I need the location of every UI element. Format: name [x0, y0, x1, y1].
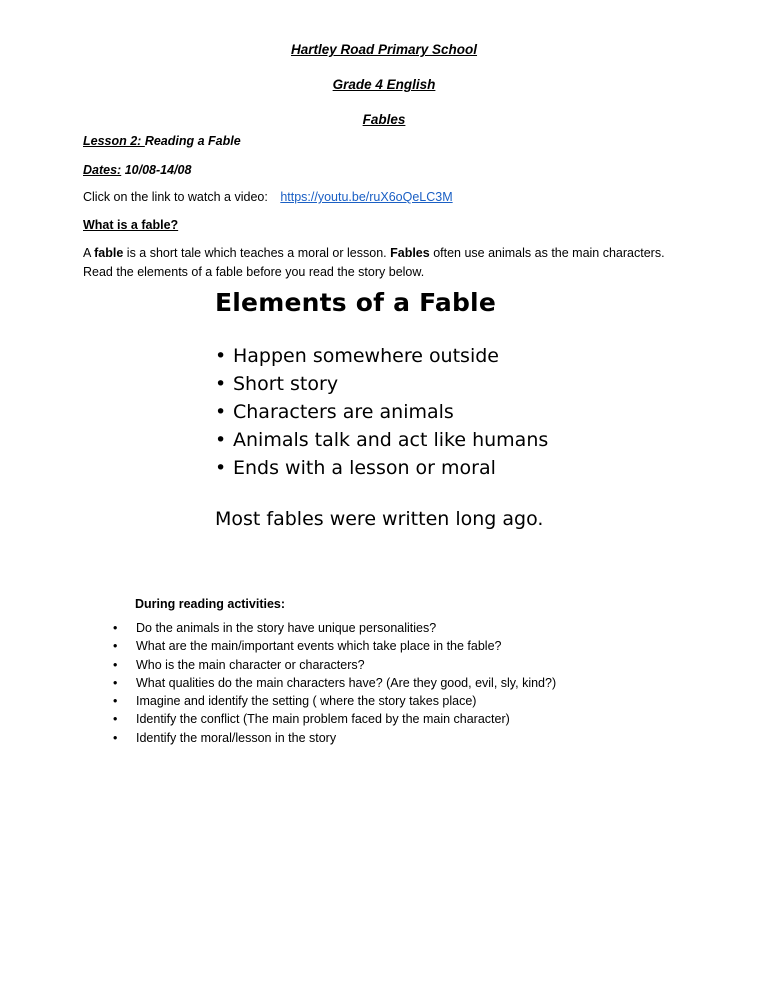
- bullet-icon: •: [113, 694, 118, 709]
- figure-list: [215, 342, 548, 482]
- bullet-icon: •: [113, 639, 118, 654]
- bullet-icon: •: [113, 675, 118, 690]
- figure-item: • Short story: [215, 370, 548, 398]
- list-item: [113, 619, 556, 637]
- figure-item: • Characters are animals: [215, 398, 548, 426]
- activities-list: [113, 619, 556, 747]
- text: is a short tale which teaches a moral or lesson.: [123, 246, 391, 260]
- video-line: [83, 190, 453, 204]
- video-prompt: Click on the link to watch a video:: [83, 190, 268, 204]
- bold-term: Fables: [390, 246, 430, 260]
- figure-title: Elements of a Fable: [215, 288, 496, 317]
- bullet-icon: •: [113, 712, 118, 727]
- grade-title: Grade 4 English: [332, 77, 436, 92]
- video-link[interactable]: https://youtu.be/ruX6oQeLC3M: [280, 190, 453, 204]
- lesson-title: Reading a Fable: [144, 134, 241, 148]
- figure-note: Most fables were written long ago.: [215, 508, 544, 530]
- intro-paragraph: [83, 244, 693, 282]
- bullet-icon: •: [113, 730, 118, 745]
- figure-item: • Ends with a lesson or moral: [215, 454, 548, 482]
- text: often use animals as the main characters. Read the elements of a fable before you read the story below.: [83, 246, 665, 279]
- bullet-icon: •: [113, 621, 118, 635]
- list-item-text: Imagine and identify the setting ( where the story takes place): [136, 694, 477, 709]
- elements-of-fable-image: [205, 280, 549, 545]
- bullet-icon: •: [113, 657, 118, 672]
- lesson-label: Lesson 2:: [83, 134, 145, 148]
- list-item: [113, 710, 556, 728]
- bold-term: fable: [94, 246, 124, 260]
- list-item-text: What are the main/important events which take place in the fable?: [136, 639, 502, 654]
- figure-item: • Animals talk and act like humans: [215, 426, 548, 454]
- subject-title: Fables: [362, 112, 406, 127]
- school-title: Hartley Road Primary School: [290, 42, 478, 57]
- text: A: [83, 246, 95, 260]
- list-item-text: Who is the main character or characters?: [136, 657, 365, 672]
- list-item: [113, 637, 556, 655]
- list-item: [113, 729, 556, 747]
- figure-item: • Happen somewhere outside: [215, 342, 548, 370]
- dates-line: [83, 163, 191, 177]
- list-item: [113, 674, 556, 692]
- list-item-text: Do the animals in the story have unique personalities?: [136, 621, 437, 635]
- list-item-text: Identify the conflict (The main problem faced by the main character): [136, 712, 510, 727]
- dates-label: Dates:: [83, 163, 122, 177]
- list-item-text: What qualities do the main characters have? (Are they good, evil, sly, kind?): [136, 675, 557, 690]
- dates-value: 10/08-14/08: [121, 163, 192, 177]
- list-item: [113, 656, 556, 674]
- lesson-line: [83, 134, 241, 148]
- list-item-text: Identify the moral/lesson in the story: [136, 730, 337, 745]
- list-item: [113, 692, 556, 710]
- section-heading: What is a fable?: [83, 218, 179, 232]
- activities-heading: During reading activities:: [135, 597, 286, 611]
